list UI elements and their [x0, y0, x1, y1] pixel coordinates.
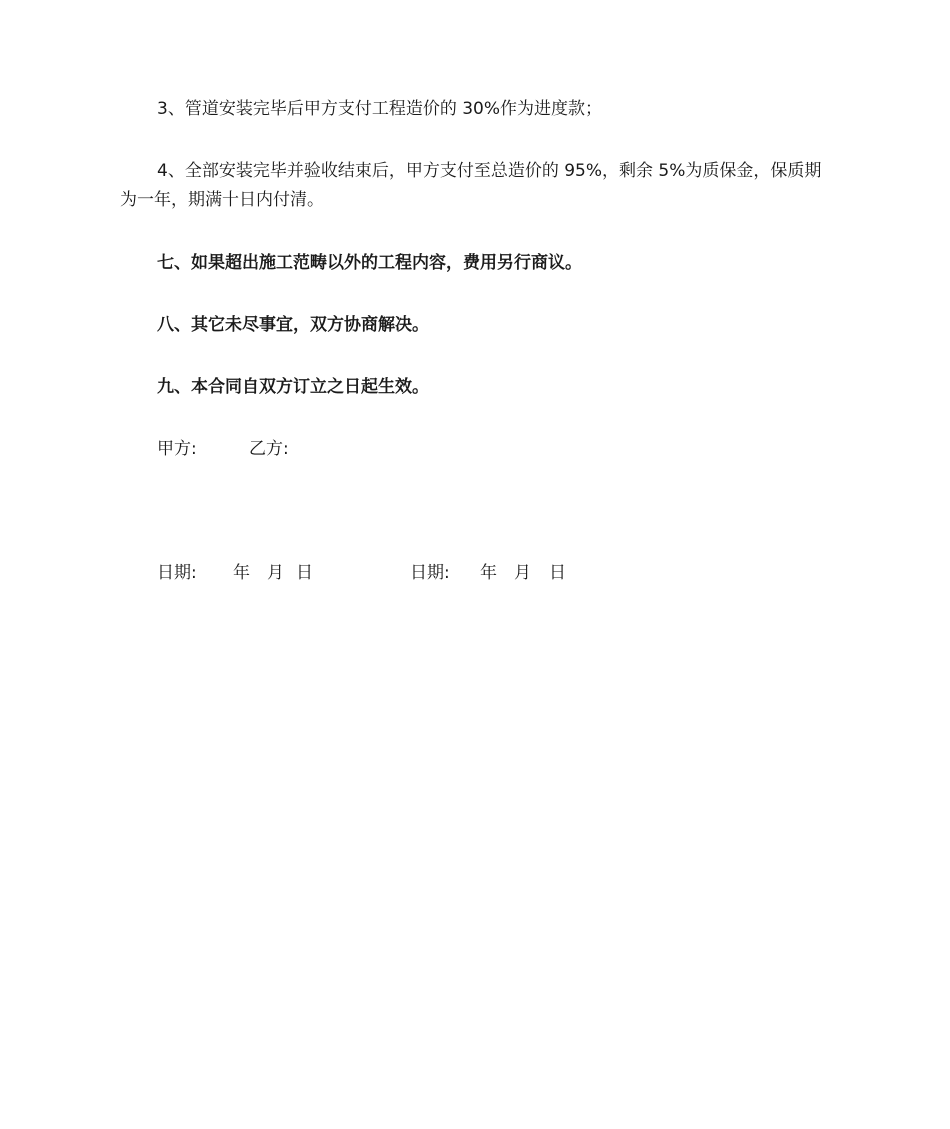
clause-seven: 七、如果超出施工范畴以外的工程内容，费用另行商议。: [157, 253, 582, 273]
clause-nine: 九、本合同自双方订立之日起生效。: [157, 377, 429, 397]
date-label-party-b: 日期:: [410, 563, 450, 583]
date-day-party-a: 日: [296, 563, 313, 583]
date-month-party-b: 月: [514, 563, 531, 583]
date-label-party-a: 日期:: [157, 563, 197, 583]
paragraph-payment-final: 4、全部安装完毕并验收结束后，甲方支付至总造价的 95%，剩余 5%为质保金，保质期为一年，期满十日内付清。: [120, 161, 822, 210]
party-a-signature-label: 甲方:: [157, 439, 197, 459]
paragraph-payment-progress: 3、管道安装完毕后甲方支付工程造价的 30%作为进度款；: [157, 99, 603, 119]
party-b-signature-label: 乙方:: [249, 439, 289, 459]
date-month-party-a: 月: [267, 563, 284, 583]
clause-eight: 八、其它未尽事宜，双方协商解决。: [157, 315, 429, 335]
date-year-party-a: 年: [233, 563, 250, 583]
date-year-party-b: 年: [480, 563, 497, 583]
date-day-party-b: 日: [549, 563, 566, 583]
